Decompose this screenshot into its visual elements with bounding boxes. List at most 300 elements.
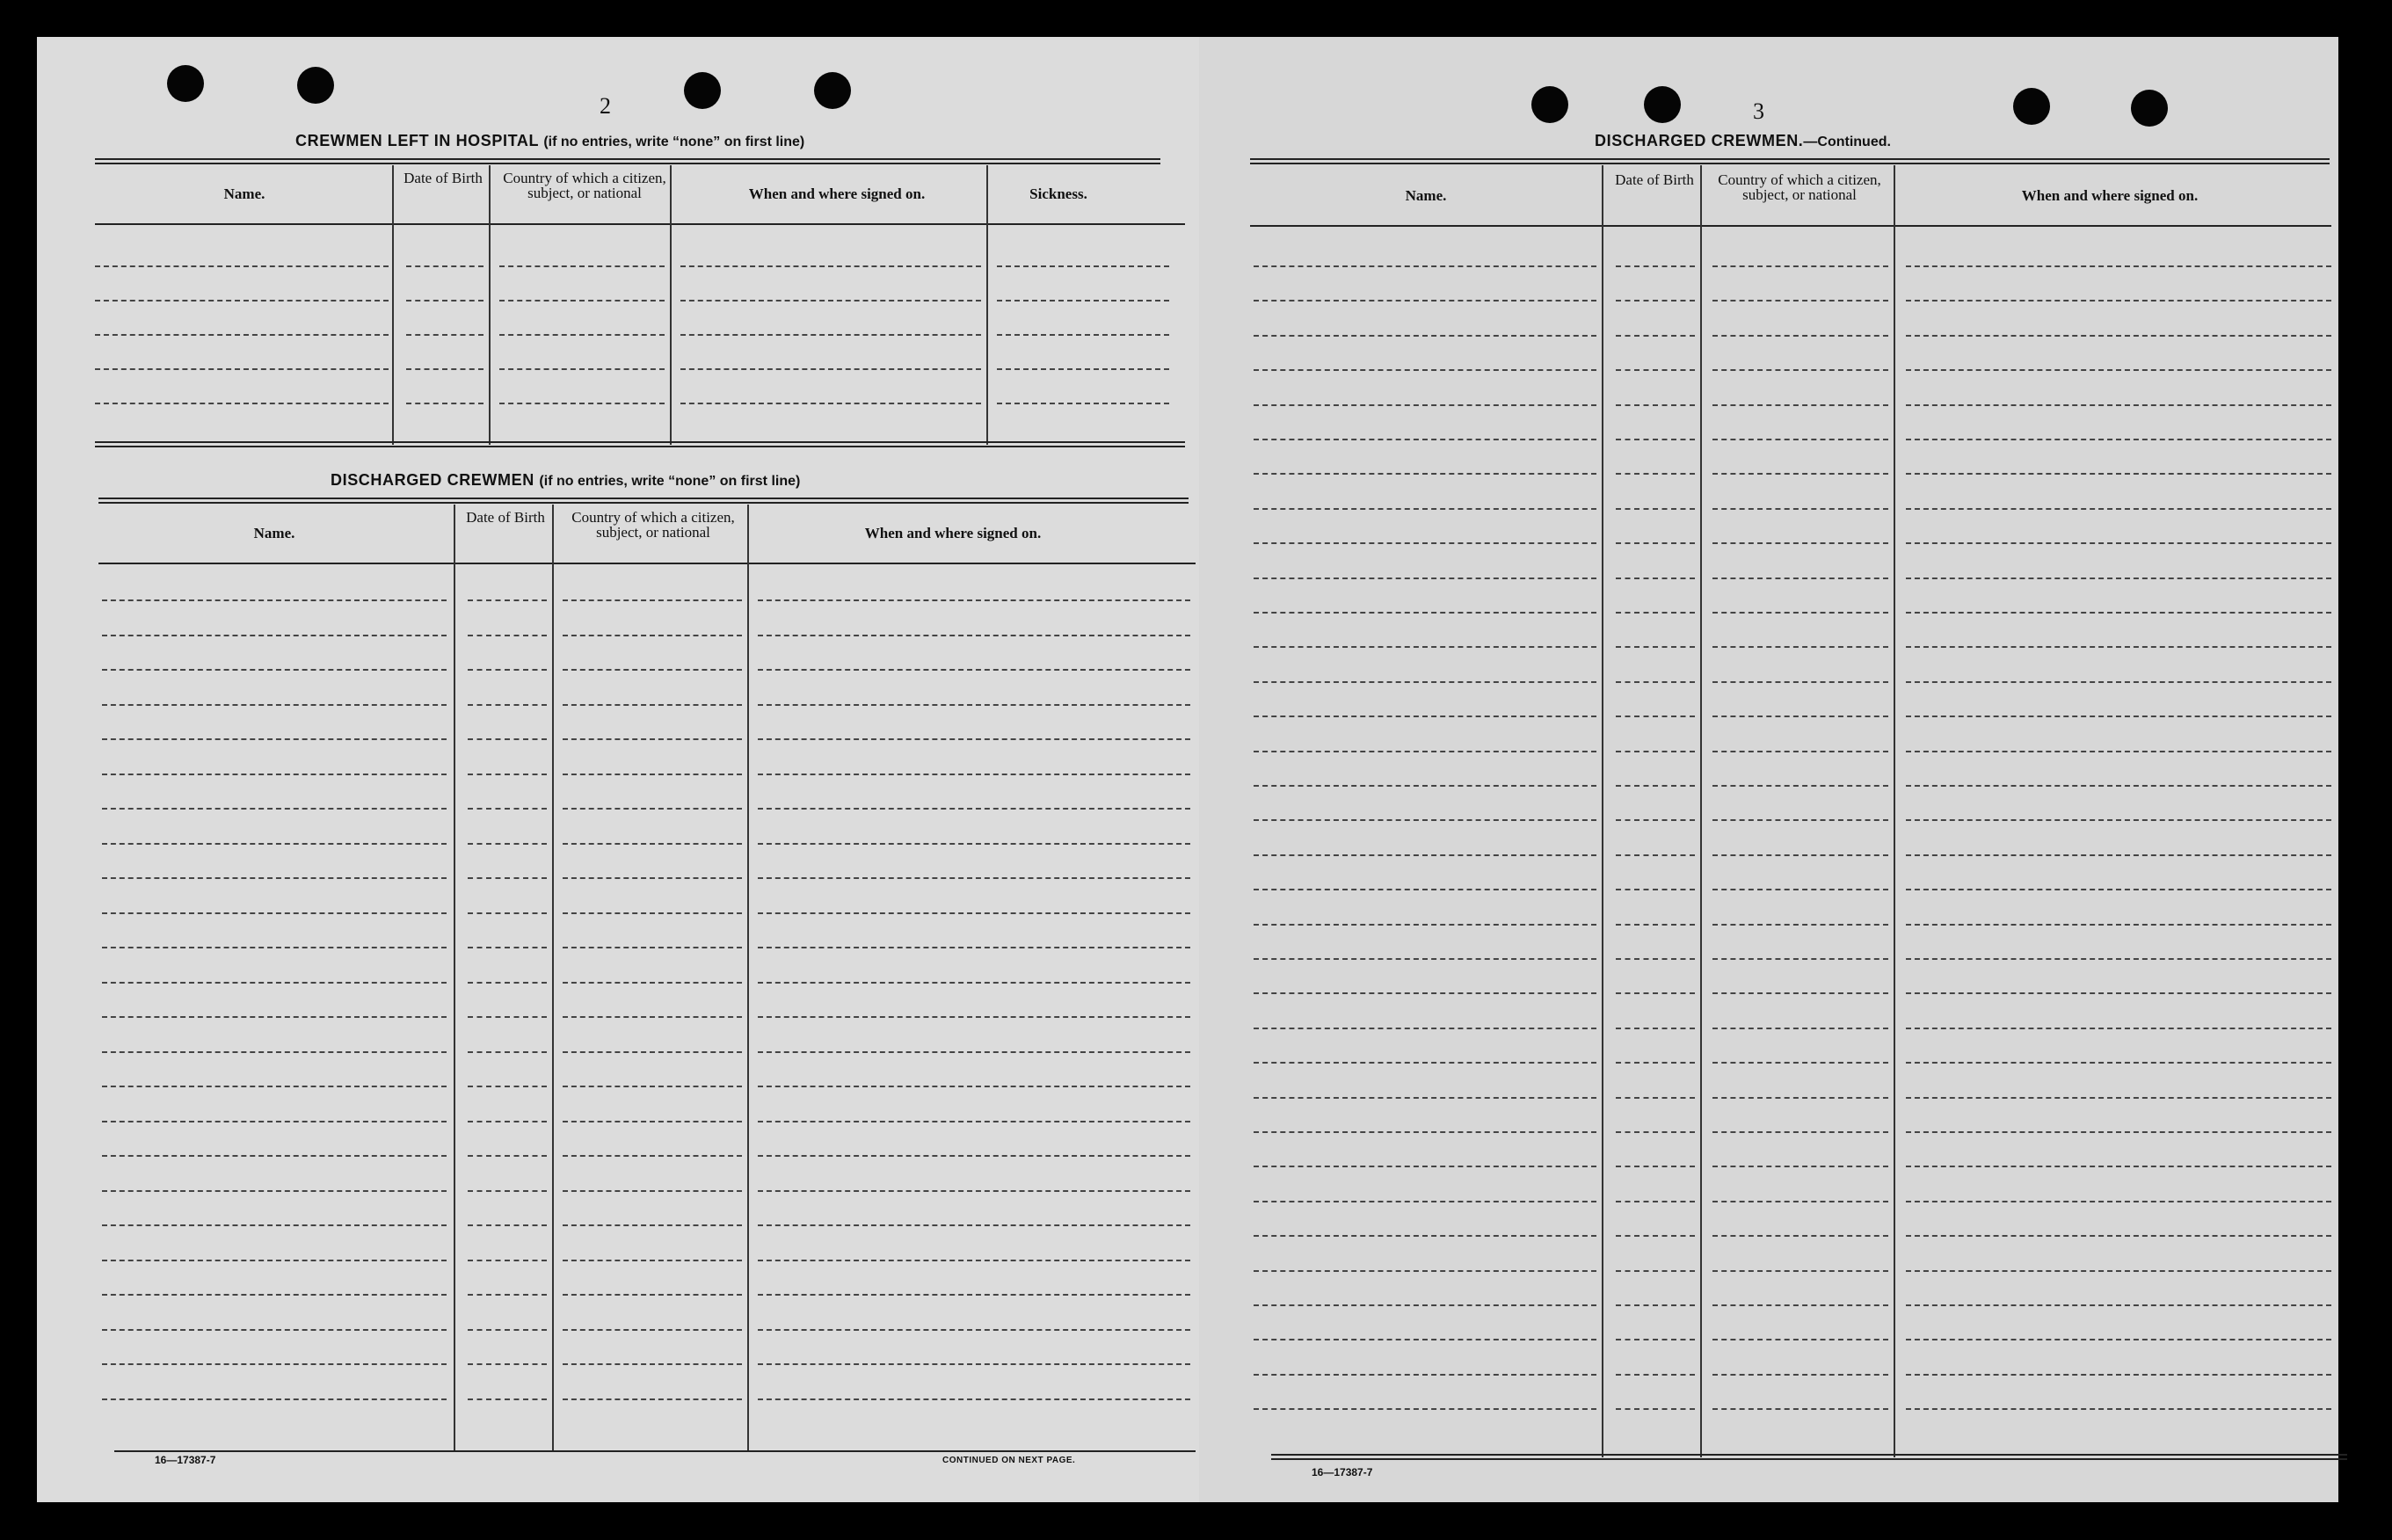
- entry-line: [102, 599, 447, 601]
- entry-line: [1906, 992, 2331, 994]
- discharged-continued-title-text: DISCHARGED CREWMEN.: [1595, 132, 1804, 149]
- entry-line: [1254, 1235, 1596, 1237]
- entry-line: [468, 635, 547, 636]
- continued-col-dob-header: Date of Birth: [1615, 171, 1694, 188]
- continued-header-bottom-rule: [1250, 225, 2331, 227]
- entry-line: [102, 912, 447, 914]
- entry-line: [1712, 785, 1888, 787]
- entry-line: [1712, 1201, 1888, 1202]
- entry-line: [758, 1294, 1190, 1296]
- continued-bottom-rule: [1271, 1454, 2347, 1460]
- entry-line: [1712, 1270, 1888, 1272]
- continued-col-name-header: Name.: [1405, 187, 1447, 204]
- hospital-col-country-header: Country of which a citizen, subject, or national: [503, 170, 666, 201]
- hospital-bottom-rule: [95, 441, 1185, 447]
- entry-line: [499, 368, 665, 370]
- entry-line: [1616, 1374, 1695, 1376]
- discharged-bottom-rule: [114, 1450, 1196, 1452]
- entry-line: [468, 1329, 547, 1331]
- entry-line: [499, 300, 665, 301]
- entry-line: [468, 1016, 547, 1018]
- entry-line: [1254, 646, 1596, 648]
- entry-line: [499, 334, 665, 336]
- entry-line: [1906, 819, 2331, 821]
- entry-line: [1616, 1062, 1695, 1064]
- punch-hole: [1531, 86, 1568, 123]
- entry-line: [680, 300, 981, 301]
- entry-line: [1616, 1131, 1695, 1133]
- entry-line: [1254, 1166, 1596, 1167]
- entry-line: [102, 947, 447, 948]
- entry-line: [1616, 681, 1695, 683]
- entry-line: [758, 877, 1190, 879]
- entry-line: [1712, 1097, 1888, 1099]
- entry-line: [1906, 542, 2331, 544]
- page-number: 3: [1753, 98, 1764, 124]
- entry-line: [406, 403, 483, 404]
- entry-line: [102, 1260, 447, 1261]
- entry-line: [468, 599, 547, 601]
- entry-line: [1616, 751, 1695, 752]
- punch-hole: [167, 65, 204, 102]
- entry-line: [1712, 1374, 1888, 1376]
- entry-line: [468, 1294, 547, 1296]
- hospital-col-dob-header: Date of Birth: [404, 170, 483, 186]
- discharged-title-text: DISCHARGED CREWMEN: [331, 471, 534, 489]
- hospital-title-note: (if no entries, write “none” on first line): [543, 134, 805, 149]
- entry-line: [1616, 300, 1695, 301]
- form-code: 16—17387-7: [155, 1454, 216, 1466]
- entry-line: [1616, 958, 1695, 960]
- hospital-header-bottom-rule: [95, 223, 1185, 225]
- entry-line: [1616, 542, 1695, 544]
- entry-line: [1906, 404, 2331, 406]
- entry-line: [1254, 578, 1596, 579]
- entry-line: [406, 368, 483, 370]
- punch-hole: [2131, 90, 2168, 127]
- entry-line: [997, 403, 1169, 404]
- entry-line: [1712, 1304, 1888, 1306]
- entry-line: [102, 1398, 447, 1400]
- entry-line: [1616, 1201, 1695, 1202]
- entry-line: [758, 774, 1190, 775]
- discharged-header-bottom-rule: [98, 563, 1196, 564]
- entry-line: [758, 635, 1190, 636]
- entry-line: [563, 1086, 742, 1087]
- entry-line: [1616, 1304, 1695, 1306]
- entry-line: [1906, 265, 2331, 267]
- entry-line: [1712, 369, 1888, 371]
- entry-line: [1712, 265, 1888, 267]
- entry-line: [1616, 716, 1695, 717]
- entry-line: [1906, 716, 2331, 717]
- entry-line: [406, 300, 483, 301]
- entry-line: [468, 1086, 547, 1087]
- entry-line: [758, 947, 1190, 948]
- continued-col-country-header: Country of which a citizen, subject, or national: [1718, 171, 1881, 203]
- entry-line: [1616, 1097, 1695, 1099]
- entry-line: [1254, 1374, 1596, 1376]
- entry-line: [1254, 889, 1596, 890]
- entry-line: [1254, 854, 1596, 856]
- discharged-section-title: [331, 471, 800, 490]
- entry-line: [95, 368, 389, 370]
- entry-line: [563, 1363, 742, 1365]
- discharged-col-country-header: Country of which a citizen, subject, or national: [571, 509, 735, 541]
- continued-col-divider: [1602, 165, 1603, 1457]
- entry-line: [680, 265, 981, 267]
- entry-line: [1906, 1374, 2331, 1376]
- entry-line: [758, 1016, 1190, 1018]
- entry-line: [1712, 716, 1888, 717]
- entry-line: [758, 1086, 1190, 1087]
- entry-line: [758, 808, 1190, 810]
- entry-line: [102, 1329, 447, 1331]
- entry-line: [1254, 473, 1596, 475]
- page-number: 2: [600, 93, 611, 119]
- entry-line: [1254, 1201, 1596, 1202]
- entry-line: [1616, 1235, 1695, 1237]
- entry-line: [563, 704, 742, 706]
- entry-line: [468, 774, 547, 775]
- hospital-col-divider: [670, 165, 672, 445]
- entry-line: [102, 1294, 447, 1296]
- hospital-section-title: [295, 132, 804, 150]
- entry-line: [102, 877, 447, 879]
- entry-line: [997, 334, 1169, 336]
- entry-line: [1254, 819, 1596, 821]
- punch-hole: [1644, 86, 1681, 123]
- entry-line: [1616, 924, 1695, 926]
- entry-line: [1616, 854, 1695, 856]
- entry-line: [758, 1051, 1190, 1053]
- hospital-col-divider: [986, 165, 988, 445]
- entry-line: [468, 1155, 547, 1157]
- entry-line: [1906, 1339, 2331, 1340]
- entry-line: [1254, 1304, 1596, 1306]
- discharged-title-note: (if no entries, write “none” on first line): [539, 474, 801, 489]
- discharged-continued-title: [1595, 132, 1891, 150]
- entry-line: [563, 1260, 742, 1261]
- discharged-continued-title-note: —Continued.: [1803, 134, 1891, 149]
- entry-line: [1616, 1028, 1695, 1029]
- entry-line: [468, 738, 547, 740]
- entry-line: [1712, 612, 1888, 614]
- entry-line: [758, 1190, 1190, 1192]
- entry-line: [1616, 265, 1695, 267]
- entry-line: [563, 912, 742, 914]
- entry-line: [1254, 1270, 1596, 1272]
- entry-line: [1906, 958, 2331, 960]
- entry-line: [563, 635, 742, 636]
- entry-line: [468, 843, 547, 845]
- form-code: 16—17387-7: [1312, 1466, 1373, 1478]
- entry-line: [1712, 1408, 1888, 1410]
- entry-line: [1616, 1339, 1695, 1340]
- entry-line: [563, 599, 742, 601]
- entry-line: [1616, 578, 1695, 579]
- entry-line: [102, 669, 447, 671]
- entry-line: [680, 403, 981, 404]
- entry-line: [1616, 612, 1695, 614]
- form-page-left: [37, 37, 1199, 1502]
- hospital-col-divider: [392, 165, 394, 445]
- entry-line: [1906, 1201, 2331, 1202]
- entry-line: [1254, 716, 1596, 717]
- entry-line: [1254, 681, 1596, 683]
- entry-line: [1906, 854, 2331, 856]
- entry-line: [563, 1016, 742, 1018]
- continued-col-divider: [1700, 165, 1702, 1457]
- entry-line: [563, 1155, 742, 1157]
- entry-line: [1906, 369, 2331, 371]
- entry-line: [468, 912, 547, 914]
- discharged-col-signed-header: When and where signed on.: [864, 525, 1042, 541]
- punch-hole: [814, 72, 851, 109]
- entry-line: [95, 403, 389, 404]
- entry-line: [102, 808, 447, 810]
- entry-line: [1712, 1235, 1888, 1237]
- entry-line: [468, 1190, 547, 1192]
- entry-line: [1906, 1166, 2331, 1167]
- entry-line: [1712, 854, 1888, 856]
- entry-line: [1906, 1235, 2331, 1237]
- entry-line: [997, 265, 1169, 267]
- entry-line: [1254, 1339, 1596, 1340]
- entry-line: [1616, 1270, 1695, 1272]
- entry-line: [102, 1016, 447, 1018]
- entry-line: [1906, 1097, 2331, 1099]
- entry-line: [468, 1398, 547, 1400]
- entry-line: [1254, 992, 1596, 994]
- entry-line: [1906, 300, 2331, 301]
- entry-line: [499, 403, 665, 404]
- entry-line: [406, 265, 483, 267]
- entry-line: [1906, 646, 2331, 648]
- entry-line: [1254, 1131, 1596, 1133]
- entry-line: [1254, 369, 1596, 371]
- punch-hole: [2013, 88, 2050, 125]
- entry-line: [758, 599, 1190, 601]
- punch-hole: [297, 67, 334, 104]
- discharged-col-divider: [552, 505, 554, 1450]
- hospital-col-divider: [489, 165, 491, 445]
- entry-line: [1616, 369, 1695, 371]
- continued-header-top-rule: [1250, 158, 2330, 164]
- entry-line: [1712, 924, 1888, 926]
- entry-line: [1712, 1131, 1888, 1133]
- entry-line: [1906, 889, 2331, 890]
- entry-line: [102, 738, 447, 740]
- entry-line: [563, 1051, 742, 1053]
- entry-line: [1712, 889, 1888, 890]
- entry-line: [563, 1224, 742, 1226]
- entry-line: [758, 982, 1190, 984]
- entry-line: [468, 1051, 547, 1053]
- entry-line: [499, 265, 665, 267]
- entry-line: [1616, 404, 1695, 406]
- entry-line: [95, 265, 389, 267]
- entry-line: [1254, 958, 1596, 960]
- entry-line: [1254, 1028, 1596, 1029]
- entry-line: [758, 1224, 1190, 1226]
- entry-line: [1254, 1062, 1596, 1064]
- entry-line: [468, 669, 547, 671]
- entry-line: [1254, 924, 1596, 926]
- entry-line: [563, 669, 742, 671]
- entry-line: [758, 704, 1190, 706]
- entry-line: [563, 982, 742, 984]
- entry-line: [1712, 473, 1888, 475]
- entry-line: [1616, 1408, 1695, 1410]
- entry-line: [1906, 924, 2331, 926]
- entry-line: [1906, 612, 2331, 614]
- entry-line: [1616, 508, 1695, 510]
- entry-line: [758, 738, 1190, 740]
- entry-line: [563, 947, 742, 948]
- entry-line: [1254, 300, 1596, 301]
- entry-line: [1712, 958, 1888, 960]
- entry-line: [1712, 542, 1888, 544]
- entry-line: [102, 1155, 447, 1157]
- entry-line: [563, 1398, 742, 1400]
- entry-line: [102, 843, 447, 845]
- entry-line: [758, 669, 1190, 671]
- entry-line: [1712, 681, 1888, 683]
- entry-line: [997, 368, 1169, 370]
- entry-line: [563, 1294, 742, 1296]
- entry-line: [1712, 992, 1888, 994]
- entry-line: [1906, 1270, 2331, 1272]
- discharged-col-divider: [747, 505, 749, 1450]
- entry-line: [1712, 1166, 1888, 1167]
- entry-line: [95, 334, 389, 336]
- entry-line: [680, 368, 981, 370]
- entry-line: [997, 300, 1169, 301]
- entry-line: [1254, 404, 1596, 406]
- entry-line: [468, 704, 547, 706]
- entry-line: [1254, 335, 1596, 337]
- entry-line: [1616, 819, 1695, 821]
- hospital-col-name-header: Name.: [223, 185, 265, 202]
- entry-line: [563, 1121, 742, 1122]
- form-page-right: [1199, 37, 2338, 1502]
- entry-line: [758, 1121, 1190, 1122]
- entry-line: [102, 1363, 447, 1365]
- hospital-title-text: CREWMEN LEFT IN HOSPITAL: [295, 132, 539, 149]
- continued-col-signed-header: When and where signed on.: [2021, 187, 2199, 204]
- entry-line: [1712, 404, 1888, 406]
- entry-line: [1712, 300, 1888, 301]
- discharged-col-name-header: Name.: [253, 525, 295, 541]
- punch-hole: [684, 72, 721, 109]
- entry-line: [1906, 335, 2331, 337]
- entry-line: [468, 947, 547, 948]
- entry-line: [1906, 1062, 2331, 1064]
- entry-line: [1254, 785, 1596, 787]
- entry-line: [1616, 439, 1695, 440]
- entry-line: [563, 843, 742, 845]
- entry-line: [1712, 1062, 1888, 1064]
- entry-line: [758, 843, 1190, 845]
- entry-line: [563, 774, 742, 775]
- entry-line: [1906, 1028, 2331, 1029]
- entry-line: [1906, 508, 2331, 510]
- entry-line: [1906, 1304, 2331, 1306]
- entry-line: [1906, 473, 2331, 475]
- entry-line: [102, 1086, 447, 1087]
- entry-line: [102, 704, 447, 706]
- entry-line: [1906, 751, 2331, 752]
- entry-line: [758, 1155, 1190, 1157]
- continued-col-divider: [1894, 165, 1895, 1457]
- entry-line: [1616, 473, 1695, 475]
- entry-line: [1712, 819, 1888, 821]
- entry-line: [1616, 646, 1695, 648]
- entry-line: [1254, 508, 1596, 510]
- entry-line: [1906, 439, 2331, 440]
- entry-line: [102, 1121, 447, 1122]
- entry-line: [1616, 1166, 1695, 1167]
- entry-line: [102, 1224, 447, 1226]
- entry-line: [102, 635, 447, 636]
- entry-line: [1712, 1339, 1888, 1340]
- entry-line: [1254, 1408, 1596, 1410]
- discharged-col-divider: [454, 505, 455, 1450]
- entry-line: [102, 982, 447, 984]
- entry-line: [468, 982, 547, 984]
- entry-line: [758, 1363, 1190, 1365]
- entry-line: [468, 1260, 547, 1261]
- entry-line: [1712, 751, 1888, 752]
- entry-line: [1254, 542, 1596, 544]
- entry-line: [468, 808, 547, 810]
- entry-line: [102, 1051, 447, 1053]
- entry-line: [468, 877, 547, 879]
- entry-line: [1906, 785, 2331, 787]
- entry-line: [1712, 508, 1888, 510]
- entry-line: [758, 912, 1190, 914]
- entry-line: [563, 738, 742, 740]
- entry-line: [1712, 646, 1888, 648]
- discharged-col-dob-header: Date of Birth: [466, 509, 545, 526]
- entry-line: [406, 334, 483, 336]
- entry-line: [1712, 335, 1888, 337]
- entry-line: [1906, 1408, 2331, 1410]
- entry-line: [1254, 612, 1596, 614]
- hospital-col-signed-header: When and where signed on.: [748, 185, 926, 202]
- entry-line: [1254, 1097, 1596, 1099]
- entry-line: [563, 1190, 742, 1192]
- entry-line: [102, 774, 447, 775]
- entry-line: [1254, 751, 1596, 752]
- entry-line: [1712, 439, 1888, 440]
- hospital-header-top-rule: [95, 158, 1160, 164]
- discharged-header-top-rule: [98, 498, 1189, 504]
- entry-line: [1906, 1131, 2331, 1133]
- entry-line: [1616, 335, 1695, 337]
- entry-line: [1906, 681, 2331, 683]
- entry-line: [563, 877, 742, 879]
- entry-line: [758, 1398, 1190, 1400]
- entry-line: [680, 334, 981, 336]
- hospital-col-sickness-header: Sickness.: [1029, 185, 1087, 202]
- entry-line: [468, 1224, 547, 1226]
- entry-line: [1254, 265, 1596, 267]
- entry-line: [1616, 889, 1695, 890]
- entry-line: [1616, 992, 1695, 994]
- entry-line: [563, 808, 742, 810]
